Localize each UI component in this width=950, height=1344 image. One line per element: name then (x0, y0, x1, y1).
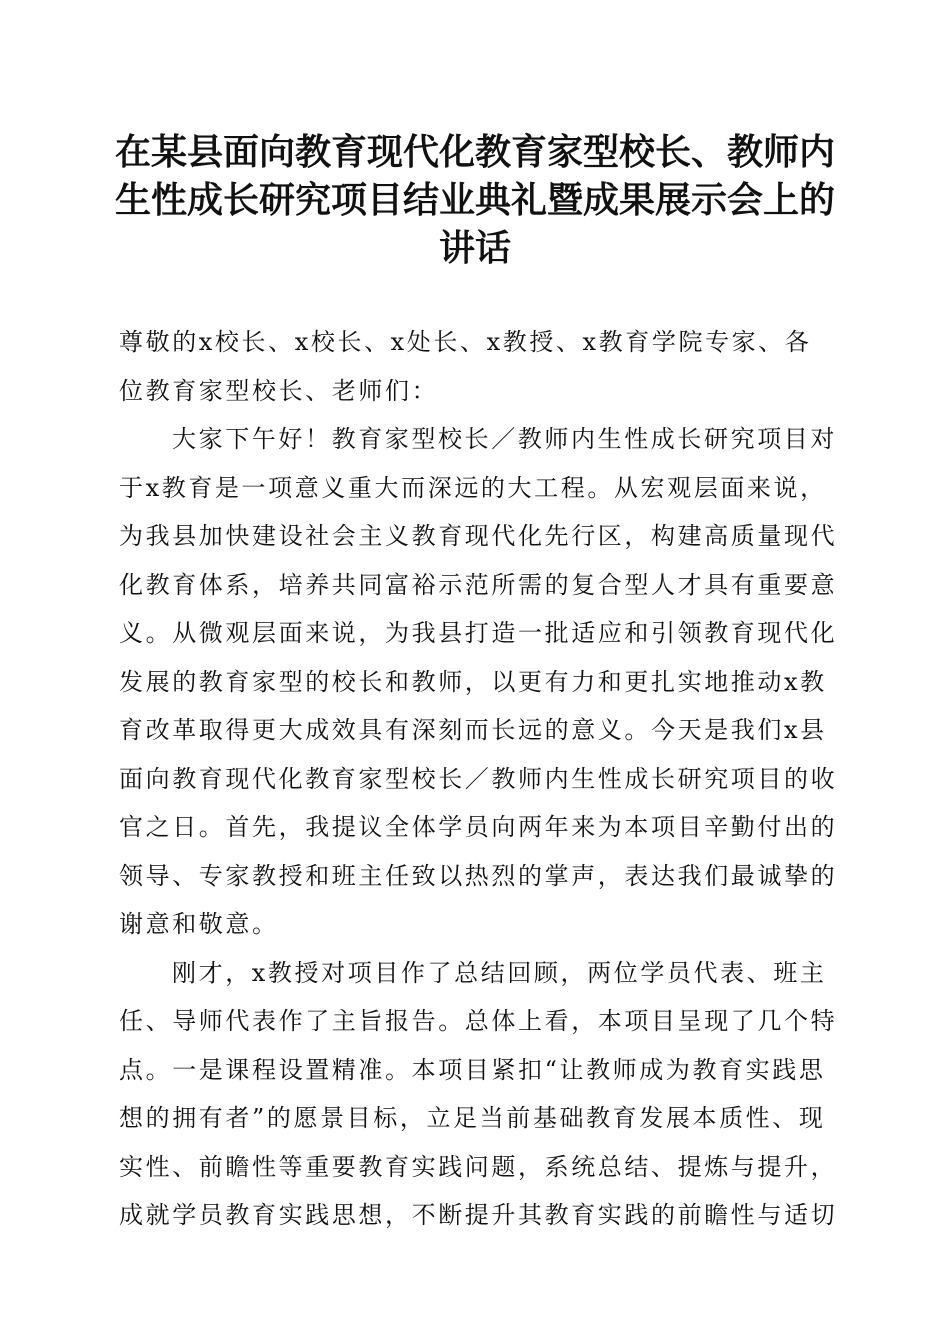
text-line: 化教育体系，培养共同富裕示范所需的复合型人才具有重要意 (119, 570, 838, 599)
title-line: 生性成长研究项目结业典礼暨成果展示会上的 (114, 179, 835, 221)
text-line: 谢意和敬意。 (119, 910, 279, 938)
text-line: 于x教育是一项意义重大而深远的大工程。从宏观层面来说， (119, 473, 827, 502)
paragraph-1 (119, 415, 838, 949)
text-line: 任、导师代表作了主旨报告。总体上看，本项目呈现了几个特 (119, 1007, 838, 1035)
document-body (119, 318, 838, 1240)
title-line: 讲话 (438, 227, 511, 269)
text-line: 育改革取得更大成效具有深刻而长远的意义。今天是我们x县 (119, 716, 827, 744)
document-title (110, 128, 840, 272)
text-line: 尊敬的x校长、x校长、x处长、x教授、x教育学院专家、各 (119, 328, 812, 356)
title-line: 在某县面向教育现代化教育家型校长、教师内 (114, 131, 835, 173)
text-line: 实性、前瞻性等重要教育实践问题，系统总结、提炼与提升， (119, 1152, 838, 1181)
text-line: 大家下午好！教育家型校长／教师内生性成长研究项目对 (172, 425, 837, 453)
text-line: 成就学员教育实践思想，不断提升其教育实践的前瞻性与适切 (119, 1201, 838, 1229)
text-line: 点。一是课程设置精准。本项目紧扣“让教师成为教育实践思 (119, 1055, 826, 1084)
paragraph-2 (119, 949, 838, 1240)
text-line: 面向教育现代化教育家型校长／教师内生性成长研究项目的收 (119, 764, 838, 793)
text-line: 刚才，x教授对项目作了总结回顾，两位学员代表、班主 (172, 958, 827, 987)
text-line: 发展的教育家型的校长和教师，以更有力和更扎实地推动x教 (119, 667, 827, 696)
text-line: 想的拥有者”的愿景目标，立足当前基础教育发展本质性、现 (119, 1104, 826, 1132)
salutation (119, 318, 824, 415)
text-line: 领导、专家教授和班主任致以热烈的掌声，表达我们最诚挚的 (119, 861, 838, 890)
text-line: 官之日。首先，我提议全体学员向两年来为本项目辛勤付出的 (119, 813, 838, 841)
text-line: 位教育家型校长、老师们： (119, 376, 439, 405)
text-line: 为我县加快建设社会主义教育现代化先行区，构建高质量现代 (119, 522, 838, 550)
text-line: 义。从微观层面来说，为我县打造一批适应和引领教育现代化 (119, 619, 838, 647)
